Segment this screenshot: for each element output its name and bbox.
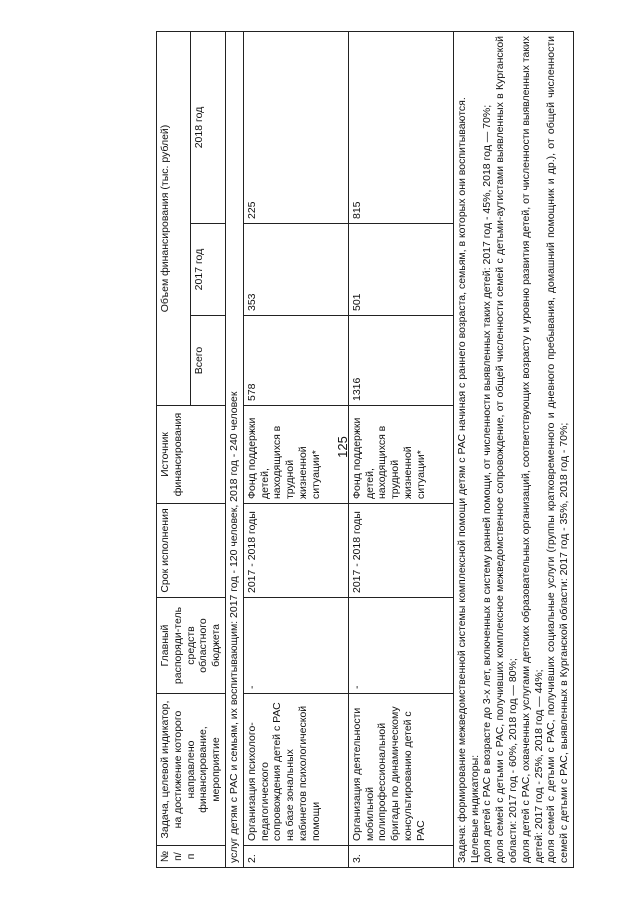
header-row bbox=[157, 31, 191, 867]
header-main-admin: Главный распоряди-тель средств областного бюджета bbox=[157, 598, 226, 694]
service-line-row bbox=[225, 31, 243, 867]
rotated-page-content bbox=[156, 32, 572, 868]
table-row bbox=[348, 31, 453, 867]
row-2018: 815 bbox=[348, 31, 453, 223]
row-2017: 353 bbox=[243, 224, 348, 316]
page-number: 125 bbox=[335, 436, 350, 458]
funding-table bbox=[156, 31, 574, 868]
row-admin: - bbox=[348, 598, 453, 694]
indicator-item: доля семей с детьми с РАС, получивших комплексное межведомственное сопровождение, от общей численности семей с детьми-аутистами выявленных в Курганской области: 2017 год - 60%, 2018 год — 80%; bbox=[494, 35, 519, 863]
row-term: 2017 - 2018 годы bbox=[348, 504, 453, 598]
header-source: Источник финансирования bbox=[157, 406, 226, 504]
header-term: Срок исполнения bbox=[157, 504, 226, 598]
service-line: услуг детям с РАС и семьям, их воспитывающим: 2017 год - 120 человек, 2018 год - 240 человек bbox=[225, 31, 243, 867]
row-term: 2017 - 2018 годы bbox=[243, 504, 348, 598]
row-source: Фонд поддержки детей, находящихся в трудной жизненной ситуации* bbox=[348, 406, 453, 504]
row-total: 578 bbox=[243, 316, 348, 406]
header-num: № п/п bbox=[157, 846, 226, 868]
notes-row bbox=[453, 31, 573, 867]
row-2017: 501 bbox=[348, 224, 453, 316]
row-num: 2. bbox=[243, 846, 348, 868]
indicator-item: доля семей с детьми с РАС, получивших социальные услуги (группы кратковременного и дневного пребывания, домашний помощник и др.), от общей численности семей с детьми с РАС, выявленных в Курганской области: 2017 год - 35%, 2018 год - 70%; bbox=[545, 35, 571, 863]
indicator-item: доля детей с РАС, охваченных услугами детских образовательных организаций, соответствующих возрасту и уровню развития детей, от численности выявленных таких детей: 2017 год - 25%, 2018 год — 44%; bbox=[519, 35, 545, 863]
notes-cell bbox=[453, 31, 573, 867]
row-2018: 225 bbox=[243, 31, 348, 223]
header-task: Задача, целевой индикатор, на достижение которого направлено финансирование, мероприятие bbox=[157, 694, 226, 846]
row-source: Фонд поддержки детей, находящихся в трудной жизненной ситуации* bbox=[243, 406, 348, 504]
row-num: 3. bbox=[348, 846, 453, 868]
row-task: Организация психолого-педагогического сопровождения детей с РАС на базе зональных кабинетов психологической помощи bbox=[243, 694, 348, 846]
indicator-item: доля детей с РАС в возрасте до 3-х лет, включенных в систему ранней помощи, от численности выявленных таких детей: 2017 год - 45%, 2018 год — 70%; bbox=[481, 104, 494, 863]
row-total: 1316 bbox=[348, 316, 453, 406]
row-admin: - bbox=[243, 598, 348, 694]
header-2017: 2017 год bbox=[191, 224, 226, 316]
header-funding-group: Объем финансирования (тыс. рублей) bbox=[157, 31, 191, 405]
notes-indicators-title: Целевые индикаторы: bbox=[468, 754, 481, 863]
header-2018: 2018 год bbox=[191, 31, 226, 223]
header-total: Всего bbox=[191, 316, 226, 406]
notes-task: Задача: формирование межведомственной системы комплексной помощи детям с РАС начиная с раннего возраста, семьям, в которых они воспитываются. bbox=[455, 97, 468, 863]
table-row bbox=[243, 31, 348, 867]
row-task: Организация деятельности мобильной полипрофессиональной бригады по динамическому консультированию детей с РАС bbox=[348, 694, 453, 846]
